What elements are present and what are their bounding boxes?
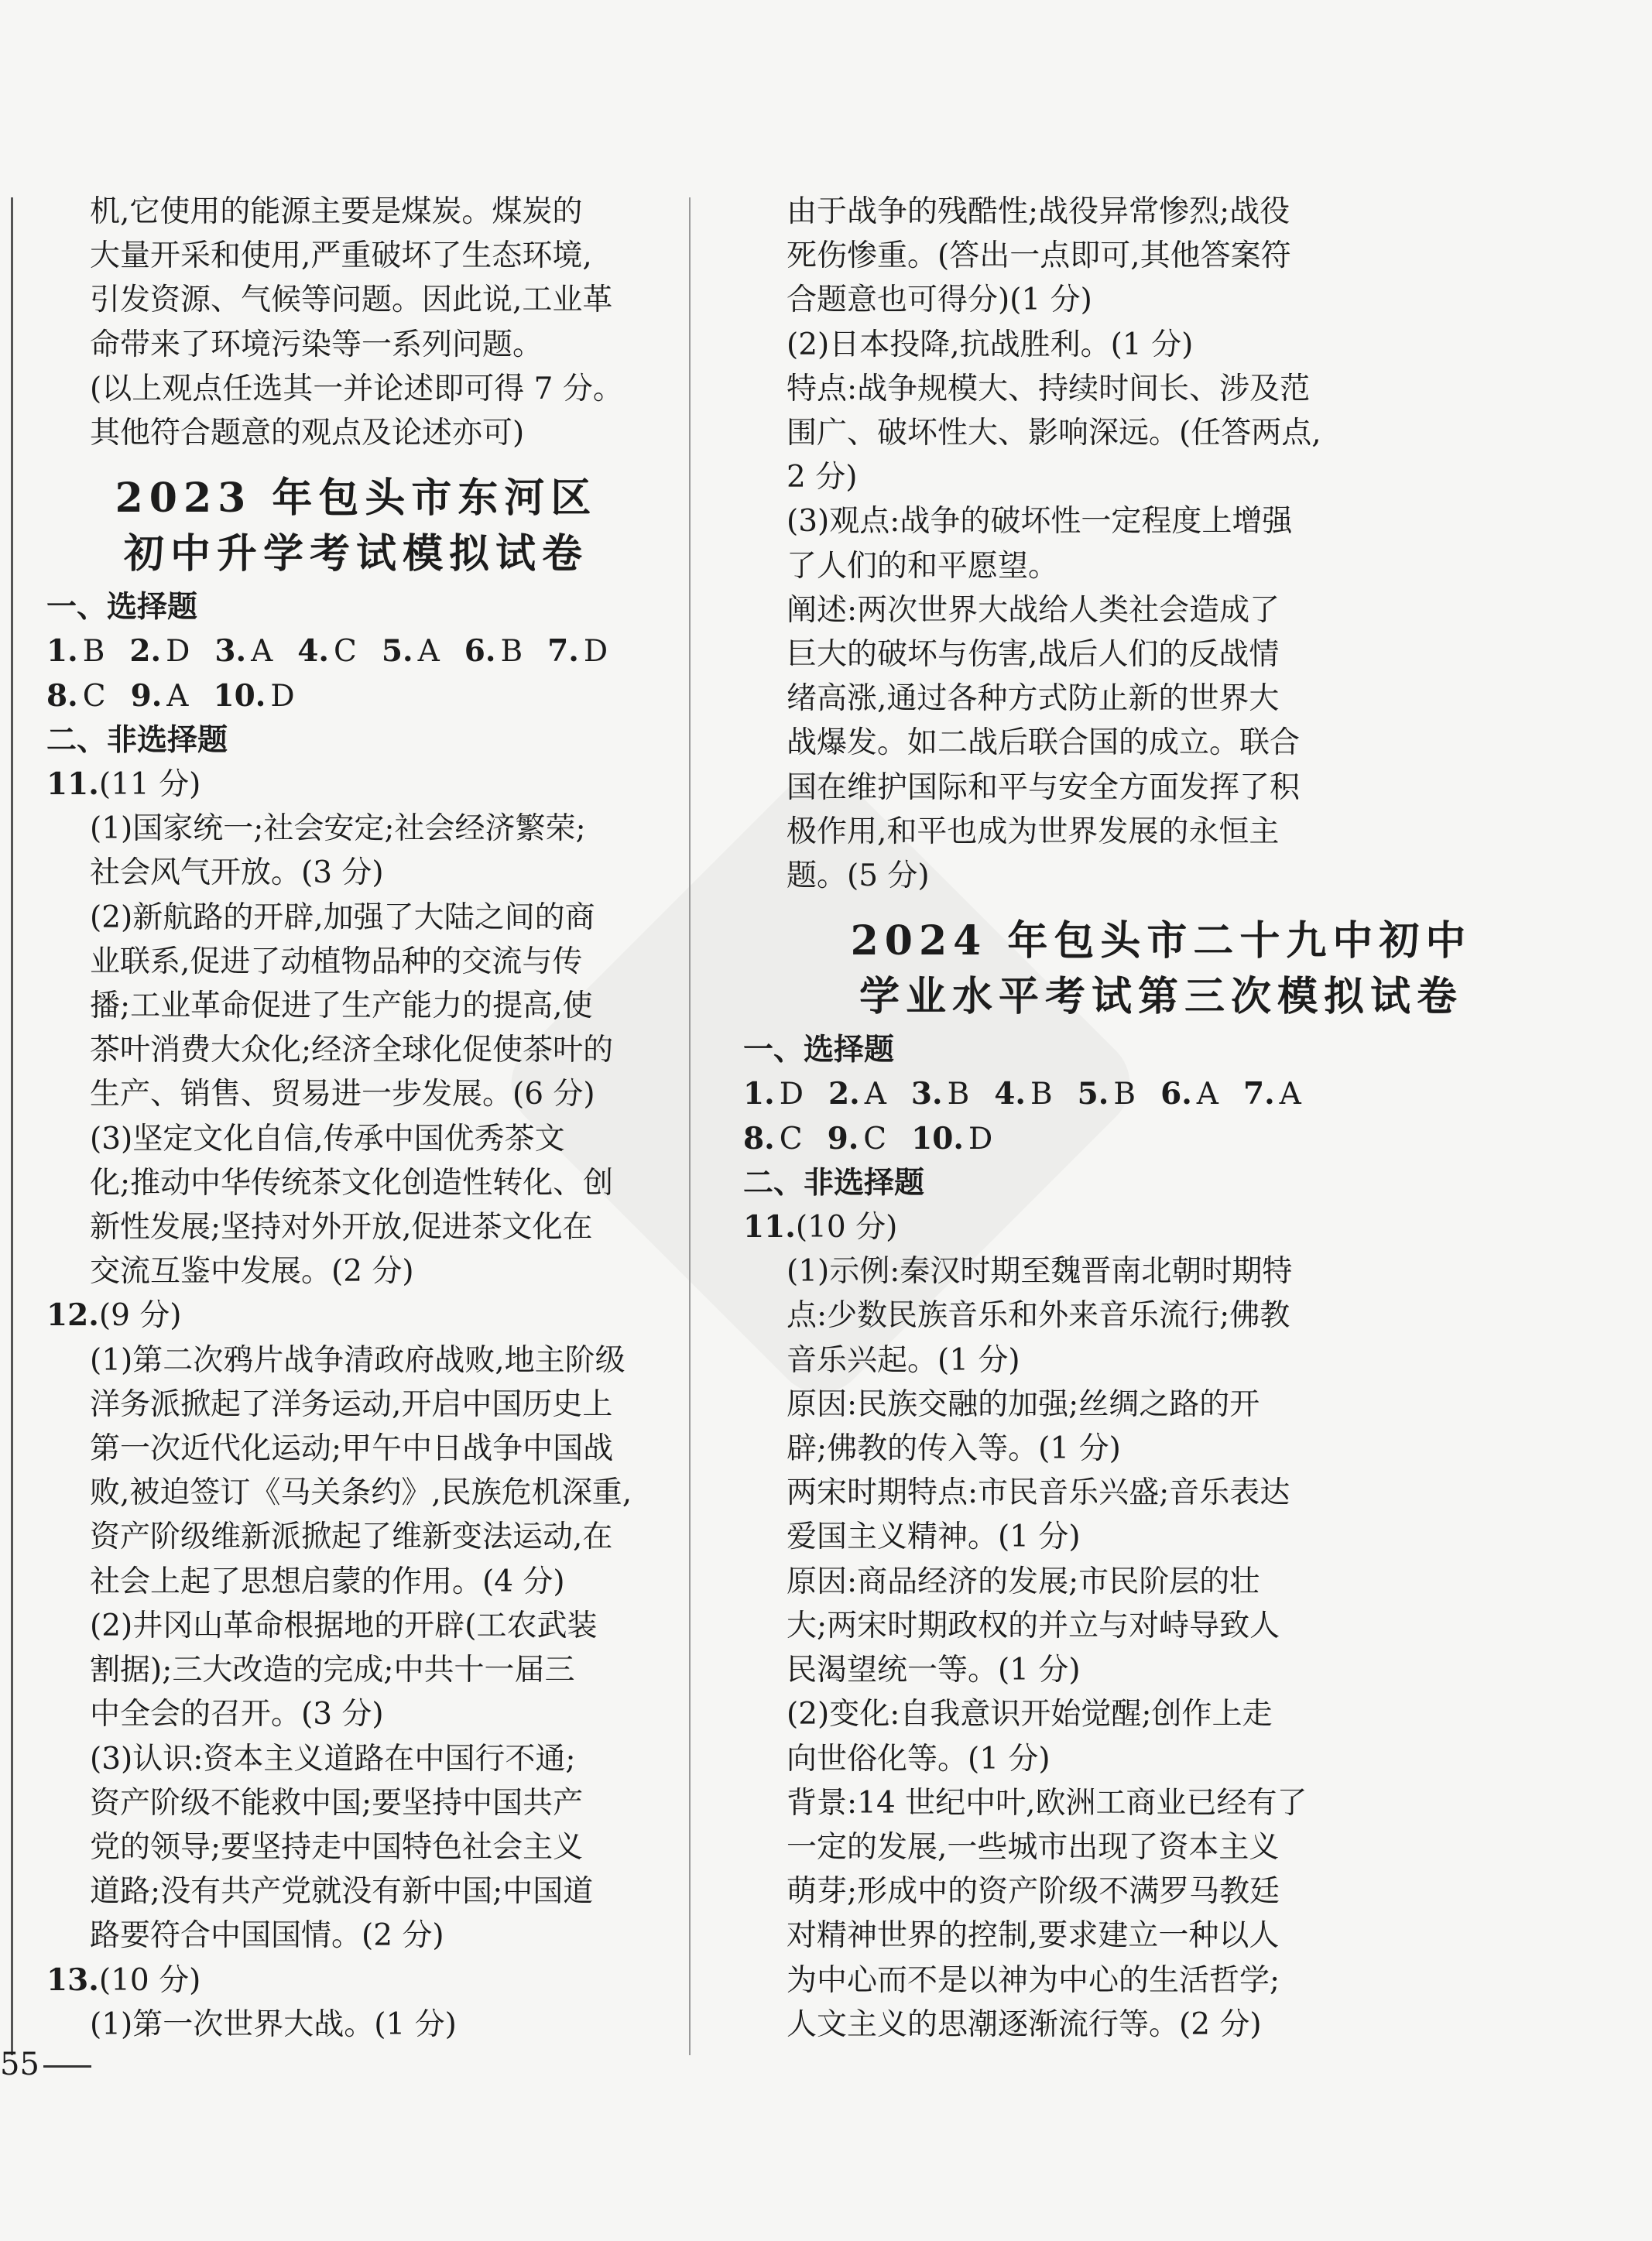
answer-choice: C	[334, 634, 357, 670]
text-line: 洋务派掀起了洋务运动,开启中国历史上	[90, 1386, 613, 1422]
page-number-rule	[43, 2065, 91, 2068]
answer-item	[911, 1077, 969, 1112]
left-column	[46, 190, 666, 2047]
text-line: 合题意也可得分)(1 分)	[787, 283, 1092, 318]
text-line: 原因:民族交融的加强;丝绸之路的开	[787, 1386, 1260, 1422]
exam-title: 2024 年包头市二十九中初中	[850, 917, 1472, 965]
answer-item	[297, 634, 357, 669]
answer-choice: B	[1113, 1077, 1136, 1112]
text-line: 资产阶级维新派掀起了维新变法运动,在	[90, 1520, 613, 1555]
exam-title: 2023 年包头市东河区	[115, 475, 598, 523]
answer-row	[743, 1117, 1579, 1161]
text-line: (2)变化:自我意识开始觉醒;创作上走	[787, 1697, 1273, 1732]
question-number: 13.	[46, 1962, 99, 1998]
answer-item	[547, 634, 608, 669]
answer-item	[828, 1122, 887, 1156]
text-line: 2 分)	[787, 460, 858, 495]
answer-number: 1.	[46, 633, 78, 670]
answer-choice: B	[500, 634, 523, 670]
text-line: 资产阶级不能救中国;要坚持中国共产	[90, 1785, 584, 1821]
text-line: 人文主义的思潮逐渐流行等。(2 分)	[787, 2006, 1262, 2042]
text-line: (2)新航路的开辟,加强了大陆之间的商	[90, 899, 595, 935]
question-number: 12.	[46, 1297, 99, 1334]
text-line: 极作用,和平也成为世界发展的永恒主	[787, 814, 1280, 849]
answer-choice: A	[251, 634, 273, 670]
text-line: (2)日本投降,抗战胜利。(1 分)	[787, 327, 1194, 362]
text-line: (3)坚定文化自信,传承中国优秀茶文	[90, 1121, 565, 1156]
answer-item	[214, 634, 272, 669]
question-points: (11 分)	[98, 767, 201, 803]
text-line: 其他符合题意的观点及论述亦可)	[90, 416, 525, 451]
section-heading: 一、选择题	[46, 589, 198, 625]
text-line: (1)第二次鸦片战争清政府战败,地主阶级	[90, 1342, 625, 1378]
text-line: 播;工业革命促进了生产能力的提高,使	[90, 989, 593, 1024]
exam-title: 初中升学考试模拟试卷	[123, 530, 588, 578]
text-line: 败,被迫签订《马关条约》,民族危机深重,	[90, 1475, 632, 1511]
question-header	[46, 1958, 666, 2003]
section-heading: 二、非选择题	[743, 1164, 925, 1201]
answer-choice: B	[947, 1077, 970, 1112]
text-line: 民渴望统一等。(1 分)	[787, 1653, 1081, 1688]
answer-number: 8.	[743, 1120, 775, 1156]
text-line: 引发资源、气候等问题。因此说,工业革	[90, 283, 613, 318]
question-points: (10 分)	[98, 1962, 201, 1998]
right-column	[743, 190, 1579, 2047]
text-line: 萌芽;形成中的资产阶级不满罗马教廷	[787, 1874, 1280, 1910]
section-heading: 二、非选择题	[46, 721, 228, 758]
text-line: 围广、破坏性大、影响深远。(任答两点,	[787, 416, 1321, 451]
text-line: (1)示例:秦汉时期至魏晋南北朝时期特	[787, 1254, 1293, 1290]
answer-choice: C	[863, 1121, 887, 1156]
answer-item	[46, 634, 105, 669]
answer-number: 4.	[297, 633, 329, 670]
text-line: 点:少数民族音乐和外来音乐流行;佛教	[787, 1298, 1290, 1334]
answer-item	[131, 679, 189, 714]
answer-number: 10.	[213, 677, 266, 714]
answer-number: 3.	[214, 633, 247, 670]
question-header	[46, 1294, 666, 1338]
text-line: (3)观点:战争的破坏性一定程度上增强	[787, 504, 1293, 540]
page-number: 55	[0, 2047, 39, 2082]
question-header	[743, 1205, 1579, 1249]
text-line: 辟;佛教的传入等。(1 分)	[787, 1431, 1121, 1467]
text-line: 阐述:两次世界大战给人类社会造成了	[787, 592, 1280, 628]
answer-item	[382, 634, 440, 669]
text-line: 机,它使用的能源主要是煤炭。煤炭的	[90, 194, 583, 229]
answer-item	[994, 1077, 1052, 1112]
text-line: 原因:商品经济的发展;市民阶层的壮	[787, 1564, 1260, 1599]
text-line: 大;两宋时期政权的并立与对峙导致人	[787, 1608, 1280, 1643]
text-line: 业联系,促进了动植物品种的交流与传	[90, 944, 583, 979]
answer-row	[46, 629, 666, 673]
text-line: 由于战争的残酷性;战役异常惨烈;战役	[787, 194, 1290, 229]
text-line: 背景:14 世纪中叶,欧洲工商业已经有了	[787, 1785, 1308, 1821]
answer-item	[828, 1077, 886, 1112]
answer-number: 8.	[46, 677, 78, 714]
question-points: (9 分)	[98, 1298, 182, 1334]
text-line: 爱国主义精神。(1 分)	[787, 1520, 1081, 1555]
text-line: 割据);三大改造的完成;中共十一届三	[90, 1653, 575, 1688]
answer-row	[46, 674, 666, 718]
answer-item	[213, 679, 294, 714]
answer-row	[743, 1072, 1579, 1116]
text-line: (2)井冈山革命根据地的开辟(工农武装	[90, 1608, 598, 1643]
answer-number: 6.	[1160, 1076, 1192, 1112]
answer-choice: B	[1030, 1077, 1053, 1112]
left-margin-rule	[11, 197, 13, 2055]
text-line: (以上观点任选其一并论述即可得 7 分。	[90, 371, 623, 406]
answer-choice: B	[82, 634, 105, 670]
answer-number: 4.	[994, 1076, 1026, 1112]
answer-choice: C	[82, 678, 106, 714]
question-points: (10 分)	[795, 1210, 898, 1246]
text-line: 死伤惨重。(答出一点即可,其他答案符	[787, 238, 1291, 274]
text-line: 道路;没有共产党就没有新中国;中国道	[90, 1874, 594, 1910]
text-line: 绪高涨,通过各种方式防止新的世界大	[787, 681, 1280, 717]
section-heading: 一、选择题	[743, 1032, 895, 1068]
text-line: 第一次近代化运动;甲午中日战争中国战	[90, 1431, 614, 1467]
text-line: 一定的发展,一些城市出现了资本主义	[787, 1829, 1280, 1865]
text-line: 两宋时期特点:市民音乐兴盛;音乐表达	[787, 1475, 1290, 1511]
answer-number: 1.	[743, 1076, 775, 1112]
answer-number: 7.	[547, 633, 579, 670]
answer-item	[129, 634, 190, 669]
answer-choice: C	[779, 1121, 803, 1156]
text-line: (1)第一次世界大战。(1 分)	[90, 2006, 457, 2042]
answer-number: 5.	[1077, 1076, 1109, 1112]
answer-number: 9.	[827, 1120, 859, 1156]
answer-number: 9.	[130, 677, 163, 714]
answer-choice: A	[417, 634, 440, 670]
answer-number: 2.	[129, 633, 162, 670]
text-line: 茶叶消费大众化;经济全球化促使茶叶的	[90, 1033, 614, 1068]
text-line: 对精神世界的控制,要求建立一种以人	[787, 1918, 1280, 1954]
text-line: 命带来了环境污染等一系列问题。	[90, 327, 543, 362]
text-line: 国在维护国际和平与安全方面发挥了积	[787, 769, 1301, 805]
answer-item	[743, 1122, 803, 1156]
question-number: 11.	[46, 766, 99, 803]
answer-number: 2.	[828, 1076, 860, 1112]
text-line: (3)认识:资本主义道路在中国行不通;	[90, 1741, 576, 1777]
text-line: 题。(5 分)	[787, 858, 930, 894]
text-line: 了人们的和平愿望。	[787, 548, 1059, 584]
answer-choice: D	[270, 678, 295, 714]
answer-item	[1160, 1077, 1218, 1112]
answer-number: 5.	[381, 633, 413, 670]
question-number: 11.	[743, 1209, 796, 1246]
answer-choice: D	[968, 1121, 993, 1156]
answer-choice: D	[779, 1077, 804, 1112]
text-line: 路要符合中国国情。(2 分)	[90, 1918, 444, 1954]
question-header	[46, 762, 666, 807]
answer-number: 7.	[1242, 1076, 1275, 1112]
text-line: 生产、销售、贸易进一步发展。(6 分)	[90, 1077, 595, 1112]
answer-number: 6.	[464, 633, 496, 670]
text-line: 向世俗化等。(1 分)	[787, 1741, 1050, 1777]
answer-item	[464, 634, 523, 669]
text-line: 社会上起了思想启蒙的作用。(4 分)	[90, 1564, 565, 1599]
answer-choice: A	[864, 1077, 886, 1112]
answer-item	[911, 1122, 992, 1156]
answer-choice: D	[583, 634, 608, 670]
text-line: 新性发展;坚持对外开放,促进茶文化在	[90, 1210, 593, 1246]
answer-choice: A	[1279, 1077, 1301, 1112]
answer-choice: D	[166, 634, 190, 670]
text-line: 交流互鉴中发展。(2 分)	[90, 1254, 414, 1290]
text-line: 中全会的召开。(3 分)	[90, 1697, 384, 1732]
text-line: (1)国家统一;社会安定;社会经济繁荣;	[90, 811, 586, 847]
text-line: 大量开采和使用,严重破坏了生态环境,	[90, 238, 592, 274]
exam-title: 学业水平考试第三次模拟试卷	[859, 973, 1463, 1021]
answer-item	[1078, 1077, 1136, 1112]
column-divider	[689, 197, 691, 2055]
answer-item	[743, 1077, 804, 1112]
answer-choice: A	[1196, 1077, 1218, 1112]
text-line: 党的领导;要坚持走中国特色社会主义	[90, 1829, 584, 1865]
answer-choice: A	[166, 678, 189, 714]
answer-item	[1243, 1077, 1301, 1112]
text-line: 战爆发。如二战后联合国的成立。联合	[787, 725, 1301, 761]
text-line: 社会风气开放。(3 分)	[90, 855, 384, 891]
answer-number: 10.	[911, 1120, 964, 1156]
text-line: 音乐兴起。(1 分)	[787, 1342, 1020, 1378]
text-line: 特点:战争规模大、持续时间长、涉及范	[787, 371, 1311, 406]
text-line: 为中心而不是以神为中心的生活哲学;	[787, 1962, 1280, 1998]
text-line: 化;推动中华传统茶文化创造性转化、创	[90, 1165, 614, 1201]
answer-item	[46, 679, 106, 714]
answer-number: 3.	[910, 1076, 943, 1112]
text-line: 巨大的破坏与伤害,战后人们的反战情	[787, 637, 1280, 673]
